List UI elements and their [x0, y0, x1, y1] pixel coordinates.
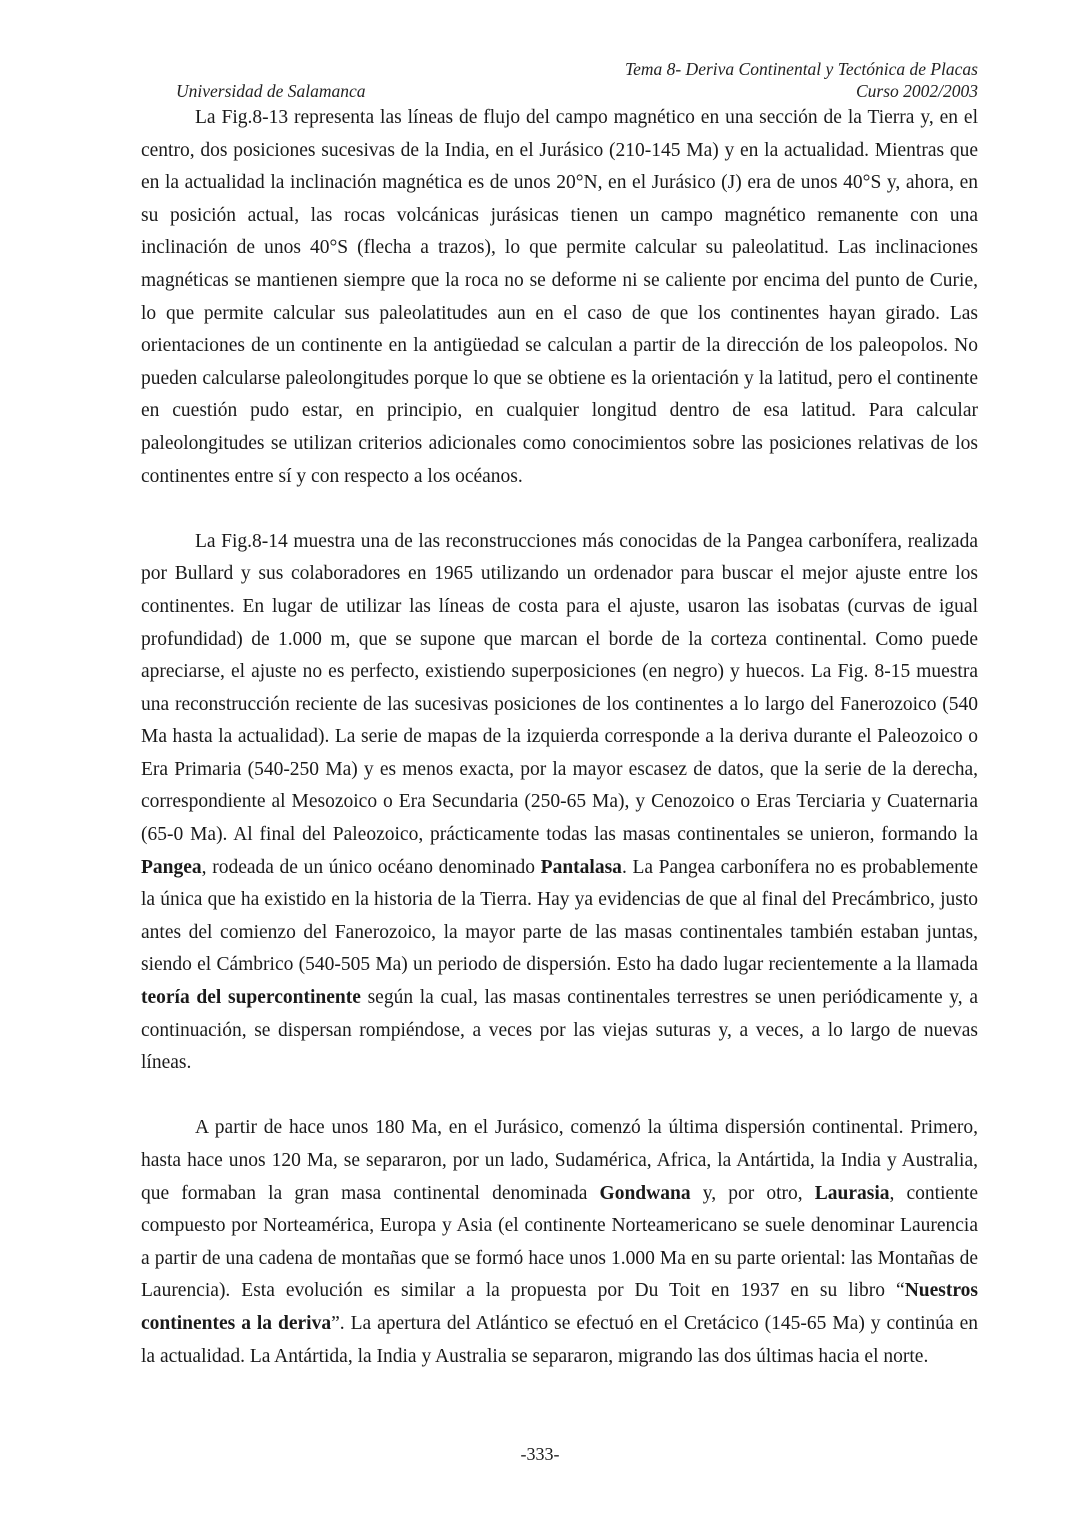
book-title: Nuestros continentes a la deriva [141, 1280, 978, 1334]
term-pantalasa: Pantalasa [540, 856, 622, 878]
paragraph-3-text-4: ”. La apertura del Atlántico se efectuó en el Cretácico (145-65 Ma) y continúa en la actualidad. La Antártida, la India y Australia se separaron, migrando las dos últimas hacia el norte. [141, 1312, 979, 1367]
course-topic: Tema 8- Deriva Continental y Tectónica de Placas [624, 59, 978, 79]
paragraph-1: La Fig.8-13 representa las líneas de flujo del campo magnético en una sección de la Tierra y, en el centro, dos posiciones sucesivas de la India, en el Jurásico (210-145 Ma) y en la actualidad. Mientras que en la actualidad la inclinación magnética es de unos 20°N, en el Jurásico (J) era de unos 40°S y, ahora, en su posición actual, las rocas volcánicas jurásicas tienen un campo magnético remanente con una inclinación de unos 40°S (flecha a trazos), lo que permite calcular su paleolatitud. Las inclinaciones magnéticas se mantienen siempre que la roca no se deforme ni se caliente por encima del punto de Curie, lo que permite calcular sus paleolatitudes aun en el caso de que los continentes hayan girado. Las orientaciones de un continente en la antigüedad se calculan a partir de la dirección de los paleopolos. No pueden calcularse paleolongitudes porque lo que se obtiene es la orientación y la latitud, pero el continente en cuestión pudo estar, en principio, en cualquier longitud dentro de esa latitud. Para calcular paleolongitudes se utilizan criterios adicionales como conocimientos sobre las posiciones relativas de los continentes entre sí y con respecto a los océanos. [141, 107, 978, 487]
paragraph-3-text-2: y, por otro, [690, 1182, 815, 1204]
course-year: Curso 2002/2003 [855, 81, 978, 101]
paragraph-2-text-2: , rodeada de un único océano denominado [201, 856, 541, 878]
term-laurasia: Laurasia [814, 1182, 890, 1204]
institution-name: Universidad de Salamanca [176, 81, 366, 101]
document-body [141, 102, 978, 1373]
paragraph-2-text-1: La Fig.8-14 muestra una de las reconstrucciones más conocidas de la Pangea carbonífera, realizada por Bullard y sus colaboradores en 1965 utilizando un ordenador para buscar el mejor ajuste entre los continentes. En lugar de utilizar las líneas de costa para el ajuste, usaron las isobatas (curvas de igual profundidad) de 1.000 m, que se supone que marcan el borde de la corteza continental. Como puede apreciarse, el ajuste no es perfecto, existiendo superposiciones (en negro) y huecos. La Fig. 8-15 muestra una reconstrucción reciente de las sucesivas posiciones de los continentes a lo largo del Fanerozoico (540 Ma hasta la actualidad). La serie de mapas de la izquierda corresponde a la deriva durante el Paleozoico o Era Primaria (540-250 Ma) y es menos exacta, por la mayor escasez de datos, que la serie de la derecha, correspondiente al Mesozoico o Era Secundaria (250-65 Ma), y Cenozoico o Eras Terciaria y Cuaternaria (65-0 Ma). Al final del Paleozoico, prácticamente todas las masas continentales se unieron, formando la [141, 530, 978, 846]
term-supercontinent-theory: teoría del supercontinente [141, 987, 361, 1009]
term-pangea: Pangea [141, 856, 202, 878]
paragraph-3-text-1: A partir de hace unos 180 Ma, en el Jurásico, comenzó la última dispersión continental. Primero, hasta hace unos 120 Ma, se separaron, por un lado, Sudamérica, Africa, la Antártida, la India y Australia, que formaban la gran masa continental denominada [141, 1117, 978, 1204]
page-number: -333- [520, 1444, 560, 1464]
paragraph-2-text-3: . La Pangea carbonífera no es probablemente la única que ha existido en la historia de la Tierra. Hay ya evidencias de que al final del Precámbrico, justo antes del comienzo del Fanerozoico, la mayor parte de las masas continentales también estaban juntas, siendo el Cámbrico (540-505 Ma) un periodo de dispersión. Esto ha dado lugar recientemente a la llamada [141, 856, 978, 976]
paragraph-3-text-3: , contiente compuesto por Norteamérica, Europa y Asia (el continente Norteamericano se suele denominar Laurencia a partir de una cadena de montañas que se formó hace unos 1.000 Ma en su parte oriental: las Montañas de Laurencia). Esta evolución es similar a la propuesta por Du Toit en 1937 en su libro “ [141, 1182, 978, 1302]
header-right-block [625, 58, 978, 102]
paragraph-2 [141, 526, 978, 1080]
term-gondwana: Gondwana [599, 1182, 691, 1204]
paragraph-2-text-4: según la cual, las masas continentales terrestres se unen periódicamente y, a continuación, se dispersan rompiéndose, a veces por las viejas suturas y, a veces, a lo largo de nuevas líneas. [141, 987, 979, 1074]
paragraph-3 [141, 1112, 978, 1373]
